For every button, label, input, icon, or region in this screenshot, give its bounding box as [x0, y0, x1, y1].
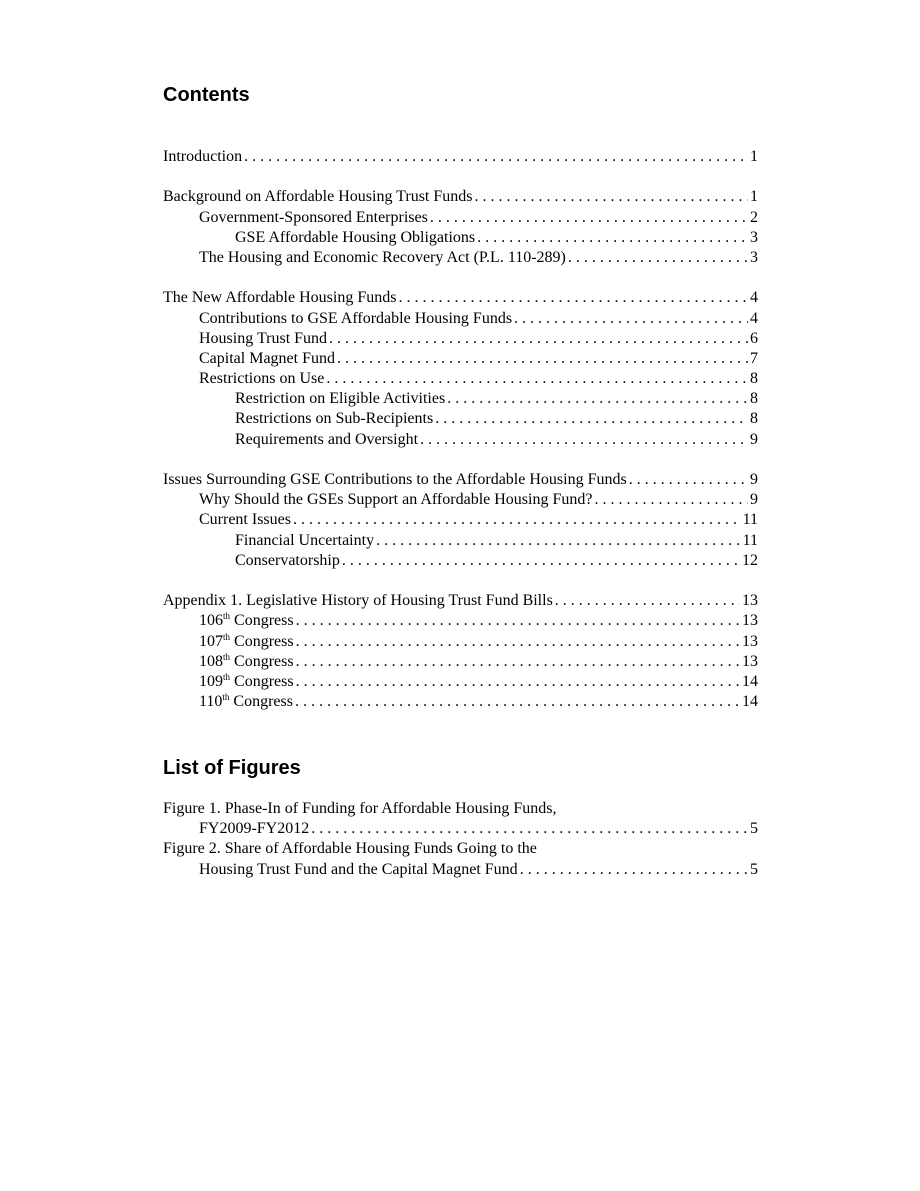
toc-entry-label	[163, 591, 553, 611]
toc-page-number: 9	[750, 491, 758, 509]
dot-leader	[296, 652, 740, 672]
figure-page-number: 5	[750, 860, 758, 878]
toc-entry[interactable]	[163, 248, 758, 268]
toc-entry-label	[199, 490, 592, 510]
toc-entry-text: Contributions to GSE Affordable Housing Funds	[199, 309, 513, 327]
dot-leader	[326, 369, 748, 389]
toc-entry-label	[199, 652, 294, 672]
toc-page-number: 8	[750, 410, 758, 428]
figure-title-continuation	[163, 819, 758, 839]
toc-entry-text: Congress	[230, 612, 294, 630]
toc-entry-label	[163, 470, 627, 490]
dot-leader	[244, 147, 748, 167]
dot-leader	[296, 611, 740, 631]
toc-entry-text: Background on Affordable Housing Trust Funds	[163, 188, 473, 206]
toc-entry-label	[199, 632, 294, 652]
table-of-contents	[163, 147, 758, 712]
toc-entry-text: Capital Magnet Fund	[199, 349, 335, 367]
ordinal-suffix: th	[223, 651, 231, 662]
figure-title-line	[163, 839, 758, 859]
toc-page-number: 8	[750, 370, 758, 388]
toc-page-number: 7	[750, 349, 758, 367]
dot-leader	[594, 490, 748, 510]
toc-entry-label	[199, 611, 294, 631]
toc-page-number: 13	[742, 612, 758, 630]
toc-entry[interactable]	[163, 430, 758, 450]
dot-leader	[435, 409, 748, 429]
toc-entry[interactable]	[163, 591, 758, 611]
list-of-figures	[163, 799, 758, 880]
figure-entry[interactable]	[163, 839, 758, 879]
toc-entry[interactable]	[163, 369, 758, 389]
toc-entry-text: Restrictions on Use	[199, 370, 325, 388]
contents-heading: Contents	[163, 84, 250, 106]
toc-entry-label	[163, 187, 473, 207]
toc-page-number: 1	[750, 148, 758, 165]
toc-page-number: 13	[742, 632, 758, 650]
congress-number: 106	[199, 612, 223, 630]
toc-entry-label	[199, 369, 324, 389]
toc-entry[interactable]	[163, 551, 758, 571]
toc-entry[interactable]	[163, 228, 758, 248]
dot-leader	[447, 389, 748, 409]
toc-entry-label	[199, 672, 294, 692]
toc-entry-text: Restriction on Eligible Activities	[235, 390, 446, 408]
figure-title-continuation	[163, 860, 758, 880]
toc-entry-label	[235, 228, 475, 248]
dot-leader	[568, 248, 748, 268]
toc-entry[interactable]	[163, 531, 758, 551]
toc-entry-label	[199, 248, 566, 268]
congress-number: 108	[199, 652, 223, 670]
toc-entry-label	[199, 208, 428, 228]
congress-number: 109	[199, 672, 223, 690]
toc-page-number: 14	[742, 672, 758, 690]
toc-entry-text: Introduction	[163, 148, 243, 165]
dot-leader	[420, 430, 748, 450]
toc-entry[interactable]	[163, 470, 758, 490]
toc-entry[interactable]	[163, 409, 758, 429]
toc-entry[interactable]	[163, 309, 758, 329]
ordinal-suffix: th	[223, 631, 231, 642]
toc-entry-text: Congress	[229, 693, 293, 711]
toc-entry-label	[199, 329, 327, 349]
list-of-figures-heading: List of Figures	[163, 757, 301, 779]
toc-entry[interactable]	[163, 329, 758, 349]
toc-entry-text: Why Should the GSEs Support an Affordable Housing Fund?	[199, 491, 593, 509]
toc-entry[interactable]	[163, 672, 758, 692]
toc-entry[interactable]	[163, 490, 758, 510]
toc-page-number: 9	[750, 471, 758, 488]
toc-entry-label	[235, 531, 374, 551]
toc-page-number: 11	[742, 531, 758, 549]
figure-title-continued: Housing Trust Fund and the Capital Magnet Fund	[199, 860, 518, 878]
toc-entry-label	[163, 147, 242, 167]
toc-entry-label	[235, 430, 418, 450]
toc-page-number: 4	[750, 289, 758, 307]
toc-entry-text: Housing Trust Fund	[199, 329, 328, 347]
dot-leader	[376, 531, 741, 551]
toc-entry-label	[199, 349, 335, 369]
toc-page-number: 9	[750, 430, 758, 448]
dot-leader	[398, 288, 748, 308]
dot-leader	[311, 819, 748, 839]
figure-title: Figure 2. Share of Affordable Housing Funds Going to the	[163, 840, 537, 858]
dot-leader	[293, 510, 741, 530]
toc-entry[interactable]	[163, 349, 758, 369]
toc-entry-text: The Housing and Economic Recovery Act (P.L. 110-289)	[199, 248, 566, 266]
toc-entry[interactable]	[163, 208, 758, 228]
congress-number: 110	[199, 693, 223, 711]
toc-entry-label	[163, 288, 396, 308]
figure-page-number: 5	[750, 820, 758, 838]
toc-entry-label	[199, 309, 512, 329]
toc-page-number: 4	[750, 309, 758, 327]
dot-leader	[520, 860, 748, 880]
toc-page-number: 12	[742, 551, 758, 569]
toc-entry[interactable]	[163, 652, 758, 672]
toc-entry[interactable]	[163, 288, 758, 308]
toc-entry[interactable]	[163, 187, 758, 207]
toc-page-number: 13	[742, 592, 758, 610]
dot-leader	[295, 692, 740, 712]
toc-page-number: 14	[742, 693, 758, 711]
ordinal-suffix: th	[223, 671, 231, 682]
dot-leader	[514, 309, 748, 329]
dot-leader	[296, 672, 740, 692]
toc-page-number: 2	[750, 208, 758, 226]
dot-leader	[296, 632, 740, 652]
figure-title-continued: FY2009-FY2012	[199, 820, 310, 838]
toc-page-number: 1	[750, 188, 758, 206]
toc-entry[interactable]	[163, 147, 758, 167]
toc-entry[interactable]	[163, 692, 758, 712]
figure-entry[interactable]	[163, 799, 758, 839]
dot-leader	[329, 329, 748, 349]
toc-entry-label	[235, 551, 340, 571]
dot-leader	[629, 470, 748, 490]
toc-entry-label	[199, 510, 291, 530]
toc-page-number: 13	[742, 652, 758, 670]
toc-entry-text: The New Affordable Housing Funds	[163, 289, 397, 307]
dot-leader	[430, 208, 748, 228]
toc-entry[interactable]	[163, 632, 758, 652]
toc-entry-label	[235, 389, 445, 409]
dot-leader	[342, 551, 740, 571]
figure-title: Figure 1. Phase-In of Funding for Affordable Housing Funds,	[163, 800, 557, 817]
toc-page-number: 3	[750, 248, 758, 266]
dot-leader	[477, 228, 748, 248]
toc-entry-text: Congress	[230, 632, 294, 650]
toc-entry[interactable]	[163, 611, 758, 631]
congress-number: 107	[199, 632, 223, 650]
toc-entry-text: Conservatorship	[235, 551, 340, 569]
toc-entry-text: Government-Sponsored Enterprises	[199, 208, 428, 226]
ordinal-suffix: th	[222, 692, 230, 703]
toc-entry-text: Restrictions on Sub-Recipients	[235, 410, 434, 428]
ordinal-suffix: th	[223, 611, 231, 622]
toc-entry-label	[199, 692, 293, 712]
toc-page-number: 8	[750, 390, 758, 408]
dot-leader	[555, 591, 740, 611]
toc-entry-text: Issues Surrounding GSE Contributions to the Affordable Housing Funds	[163, 471, 627, 488]
toc-entry-text: Requirements and Oversight	[235, 430, 419, 448]
toc-entry-text: GSE Affordable Housing Obligations	[235, 228, 476, 246]
toc-page-number: 11	[742, 511, 758, 529]
dot-leader	[337, 349, 748, 369]
toc-page-number: 6	[750, 329, 758, 347]
toc-entry-text: Congress	[230, 672, 294, 690]
dot-leader	[475, 187, 749, 207]
toc-entry-text: Congress	[230, 652, 294, 670]
toc-entry-label	[235, 409, 433, 429]
toc-entry-text: Appendix 1. Legislative History of Housing Trust Fund Bills	[163, 592, 553, 610]
toc-entry[interactable]	[163, 389, 758, 409]
toc-page-number: 3	[750, 228, 758, 246]
figure-title-line	[163, 799, 758, 819]
toc-entry-text: Current Issues	[199, 511, 291, 529]
toc-entry-text: Financial Uncertainty	[235, 531, 375, 549]
toc-entry[interactable]	[163, 510, 758, 530]
